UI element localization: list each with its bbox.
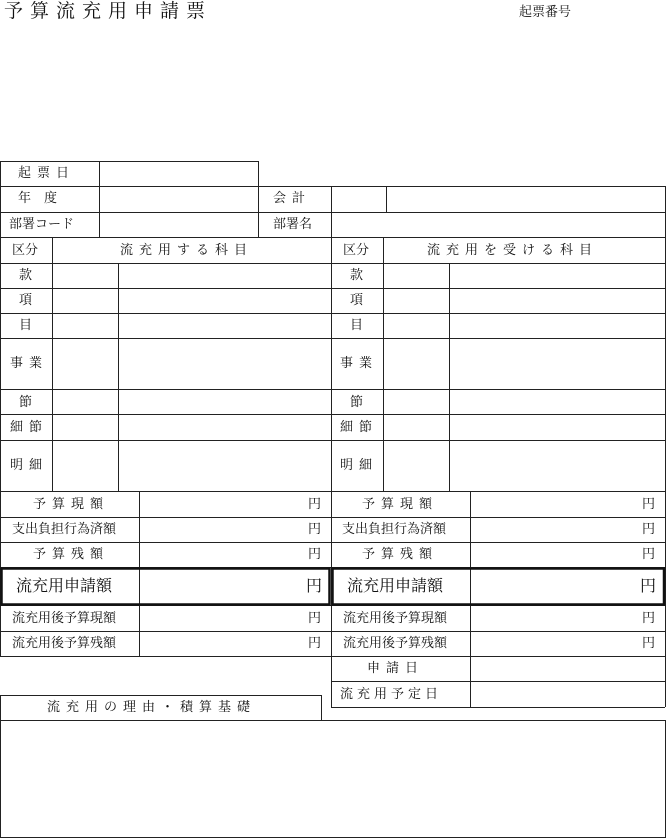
right-committed-label: 支出負担行為済額 [342, 522, 447, 537]
left-after-current-label: 流充用後予算現額 [12, 611, 117, 626]
right-saisetsu-label: 細節 [340, 420, 379, 435]
left-remaining-yen: 円 [308, 547, 322, 562]
right-moku-label: 目 [350, 318, 364, 333]
left-after-remaining-yen: 円 [308, 636, 322, 651]
right-subject-title: 流充用を受ける科目 [427, 243, 599, 258]
right-kubun-label: 区分 [343, 243, 370, 258]
reason-label: 流充用の理由・積算基礎 [47, 700, 257, 715]
left-after-remaining-label: 流充用後予算残額 [12, 636, 117, 651]
left-request-amount-yen: 円 [306, 576, 323, 595]
right-after-remaining-label: 流充用後予算残額 [343, 636, 448, 651]
scheduled-date-label: 流充用予定日 [340, 687, 443, 702]
left-kubun-label: 区分 [12, 243, 39, 258]
right-request-amount-yen: 円 [640, 576, 657, 595]
left-kou-label: 項 [19, 293, 33, 308]
left-kan-label: 款 [19, 268, 33, 283]
left-jigyou-label: 事業 [10, 356, 49, 371]
right-after-current-yen: 円 [642, 611, 656, 626]
left-committed-label: 支出負担行為済額 [12, 522, 117, 537]
right-current-budget-yen: 円 [642, 497, 656, 512]
right-setsu-label: 節 [350, 395, 364, 410]
right-request-amount-label: 流充用申請額 [347, 576, 444, 595]
left-saisetsu-label: 細節 [10, 420, 49, 435]
left-current-budget-yen: 円 [308, 497, 322, 512]
right-meisai-label: 明細 [340, 458, 379, 473]
left-moku-label: 目 [19, 318, 33, 333]
left-setsu-label: 節 [19, 395, 33, 410]
right-kou-label: 項 [350, 293, 364, 308]
left-after-current-yen: 円 [308, 611, 322, 626]
dept-name-label: 部署名 [273, 217, 313, 232]
form-title: 予算流充用申請票 [4, 0, 213, 22]
left-meisai-label: 明細 [10, 458, 49, 473]
right-remaining-label: 予算残額 [362, 547, 439, 562]
right-kan-label: 款 [350, 268, 364, 283]
application-date-label: 申請日 [367, 661, 425, 676]
right-jigyou-label: 事業 [340, 356, 379, 371]
left-committed-yen: 円 [308, 522, 322, 537]
left-current-budget-label: 予算現額 [33, 497, 110, 512]
right-remaining-yen: 円 [642, 547, 656, 562]
right-after-current-label: 流充用後予算現額 [343, 611, 448, 626]
account-label: 会計 [273, 191, 312, 206]
left-request-amount-label: 流充用申請額 [16, 576, 113, 595]
issue-date-label: 起票日 [18, 166, 76, 181]
fiscal-year-label: 年 度 [18, 191, 58, 206]
dept-code-label: 部署コード [9, 217, 75, 232]
slip-number-label: 起票番号 [519, 5, 572, 20]
left-remaining-label: 予算残額 [33, 547, 110, 562]
right-committed-yen: 円 [642, 522, 656, 537]
left-subject-title: 流充用する科目 [120, 243, 254, 258]
right-current-budget-label: 予算現額 [362, 497, 439, 512]
right-after-remaining-yen: 円 [642, 636, 656, 651]
